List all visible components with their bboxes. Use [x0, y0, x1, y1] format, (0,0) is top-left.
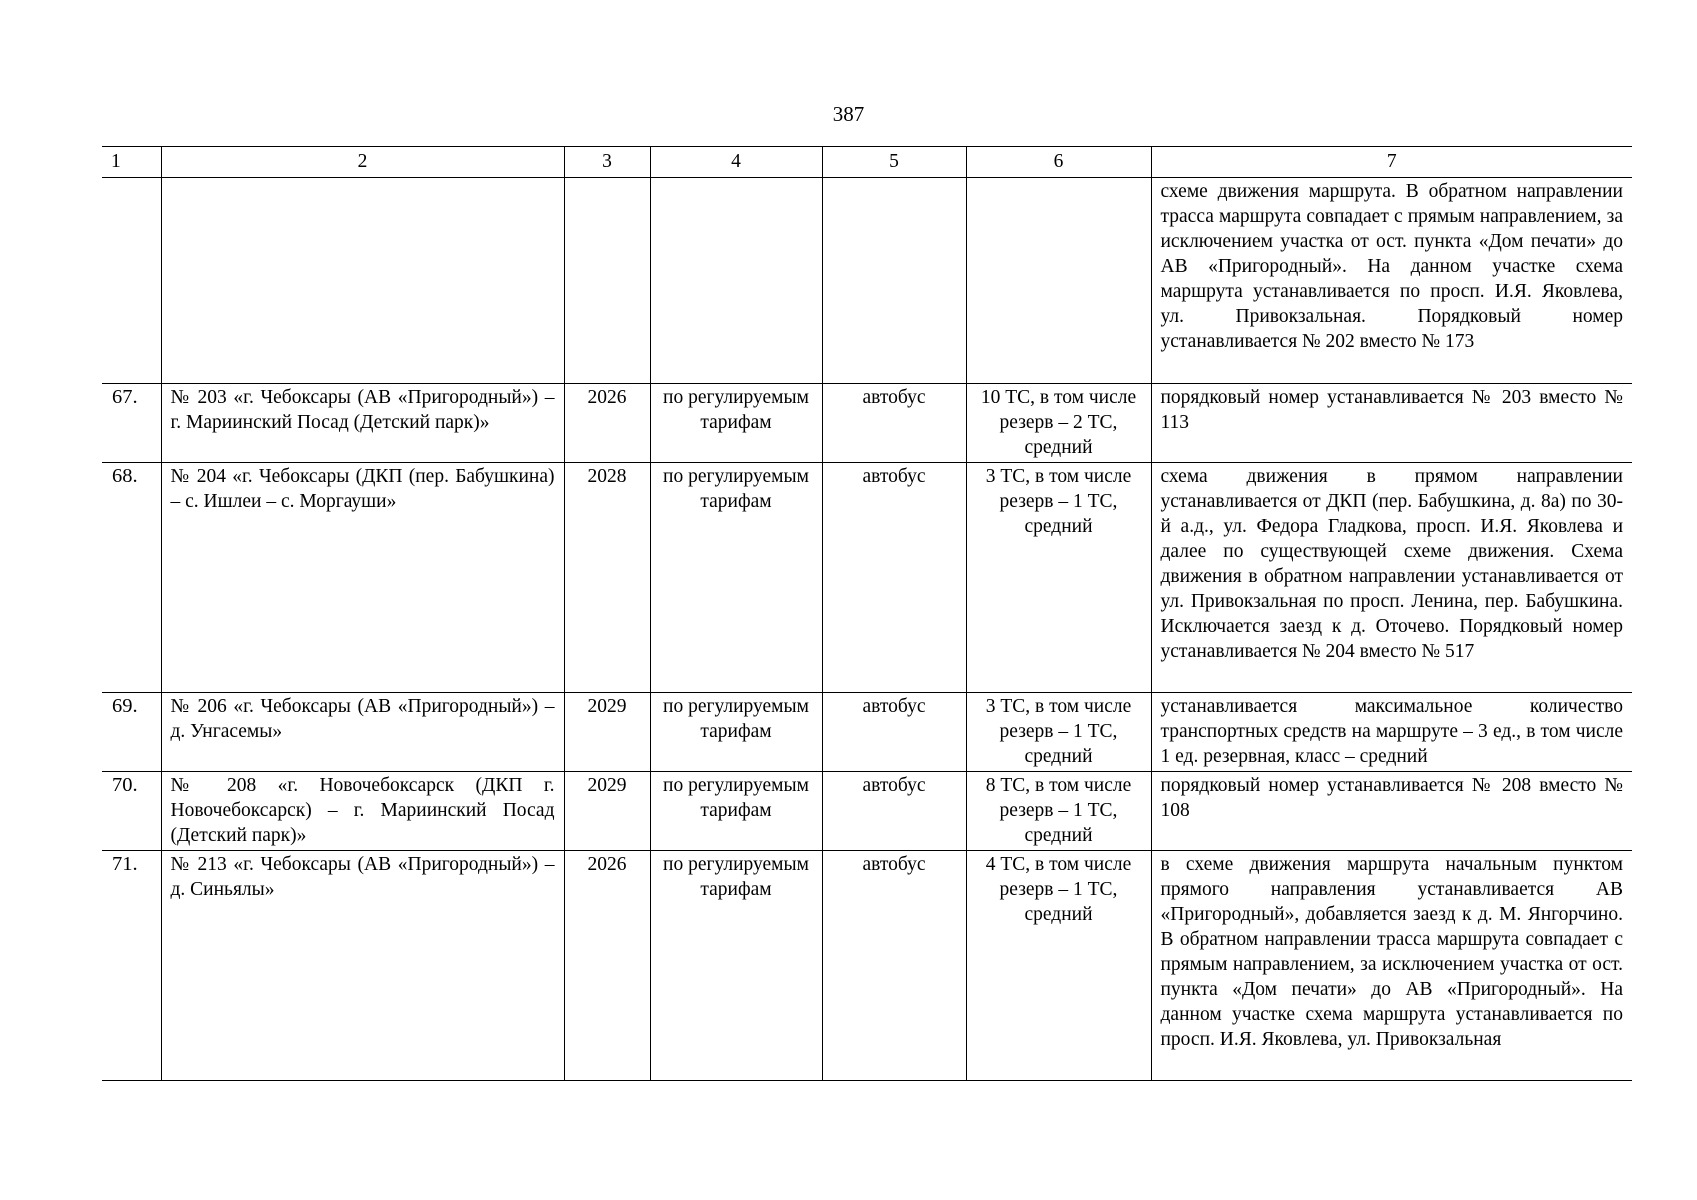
cell-year: 2028	[564, 463, 650, 693]
cell-vehicle-count: 3 ТС, в том числе резерв – 1 ТС, средний	[966, 463, 1151, 693]
cell-empty	[966, 178, 1151, 384]
page-number: 387	[832, 102, 865, 126]
cell-tariff: по регулируемым тарифам	[650, 384, 822, 463]
cell-year: 2026	[564, 851, 650, 1081]
cell-changes: в схеме движения маршрута начальным пунктом прямого направления устанавливается АВ «Пригородный», добавляется заезд к д. М. Янгорчино. В обратном направлении трасса маршрута совпадает с прямым направлением, за исключением участка от ост. пункта «Дом печати» до АВ «Пригородный». На данном участке схема маршрута устанавливается по просп. И.Я. Яковлева, ул. Привокзальная	[1151, 851, 1632, 1081]
table-row	[102, 463, 1632, 693]
cell-empty	[102, 178, 161, 384]
cell-route: № 206 «г. Чебоксары (АВ «Пригородный») – д. Унгасемы»	[161, 693, 564, 772]
column-header: 6	[966, 147, 1151, 178]
cell-vehicle: автобус	[822, 463, 966, 693]
cell-year: 2029	[564, 772, 650, 851]
cell-empty	[822, 178, 966, 384]
table-row	[102, 384, 1632, 463]
column-header: 2	[161, 147, 564, 178]
cell-tariff: по регулируемым тарифам	[650, 463, 822, 693]
cell-number: 70.	[102, 772, 161, 851]
routes-table	[102, 146, 1632, 1081]
column-header: 1	[102, 147, 161, 178]
cell-number: 69.	[102, 693, 161, 772]
cell-vehicle-count: 3 ТС, в том числе резерв – 1 ТС, средний	[966, 693, 1151, 772]
cell-number: 71.	[102, 851, 161, 1081]
cell-changes: порядковый номер устанавливается № 203 вместо № 113	[1151, 384, 1632, 463]
column-header: 7	[1151, 147, 1632, 178]
cell-changes: схеме движения маршрута. В обратном направлении трасса маршрута совпадает с прямым направлением, за исключением участка от ост. пункта «Дом печати» до АВ «Пригородный». На данном участке схема маршрута устанавливается по просп. И.Я. Яковлева, ул. Привокзальная. Порядковый номер устанавливается № 202 вместо № 173	[1151, 178, 1632, 384]
cell-empty	[650, 178, 822, 384]
cell-vehicle-count: 4 ТС, в том числе резерв – 1 ТС, средний	[966, 851, 1151, 1081]
table-row	[102, 772, 1632, 851]
table-row-continuation	[102, 178, 1632, 384]
cell-tariff: по регулируемым тарифам	[650, 851, 822, 1081]
cell-vehicle: автобус	[822, 384, 966, 463]
cell-empty	[161, 178, 564, 384]
table-row	[102, 851, 1632, 1081]
table-header-row	[102, 147, 1632, 178]
cell-vehicle: автобус	[822, 851, 966, 1081]
cell-tariff: по регулируемым тарифам	[650, 693, 822, 772]
cell-changes: порядковый номер устанавливается № 208 вместо № 108	[1151, 772, 1632, 851]
cell-empty	[564, 178, 650, 384]
cell-route: № 208 «г. Новочебоксарск (ДКП г. Новочебоксарск) – г. Мариинский Посад (Детский парк)»	[161, 772, 564, 851]
table-row	[102, 693, 1632, 772]
column-header: 3	[564, 147, 650, 178]
cell-year: 2029	[564, 693, 650, 772]
cell-vehicle: автобус	[822, 693, 966, 772]
cell-changes: схема движения в прямом направлении устанавливается от ДКП (пер. Бабушкина, д. 8а) по 30-й а.д., ул. Федора Гладкова, просп. И.Я. Яковлева и далее по существующей схеме движения. Схема движения в обратном направлении устанавливается от ул. Привокзальная по просп. Ленина, пер. Бабушкина. Исключается заезд к д. Оточево. Порядковый номер устанавливается № 204 вместо № 517	[1151, 463, 1632, 693]
cell-route: № 204 «г. Чебоксары (ДКП (пер. Бабушкина) – с. Ишлеи – с. Моргауши»	[161, 463, 564, 693]
cell-vehicle-count: 8 ТС, в том числе резерв – 1 ТС, средний	[966, 772, 1151, 851]
cell-number: 67.	[102, 384, 161, 463]
cell-vehicle: автобус	[822, 772, 966, 851]
cell-year: 2026	[564, 384, 650, 463]
cell-route: № 213 «г. Чебоксары (АВ «Пригородный») – д. Синьялы»	[161, 851, 564, 1081]
column-header: 4	[650, 147, 822, 178]
cell-tariff: по регулируемым тарифам	[650, 772, 822, 851]
cell-vehicle-count: 10 ТС, в том числе резерв – 2 ТС, средний	[966, 384, 1151, 463]
cell-number: 68.	[102, 463, 161, 693]
cell-changes: устанавливается максимальное количество транспортных средств на маршруте – 3 ед., в том числе 1 ед. резервная, класс – средний	[1151, 693, 1632, 772]
column-header: 5	[822, 147, 966, 178]
cell-route: № 203 «г. Чебоксары (АВ «Пригородный») – г. Мариинский Посад (Детский парк)»	[161, 384, 564, 463]
